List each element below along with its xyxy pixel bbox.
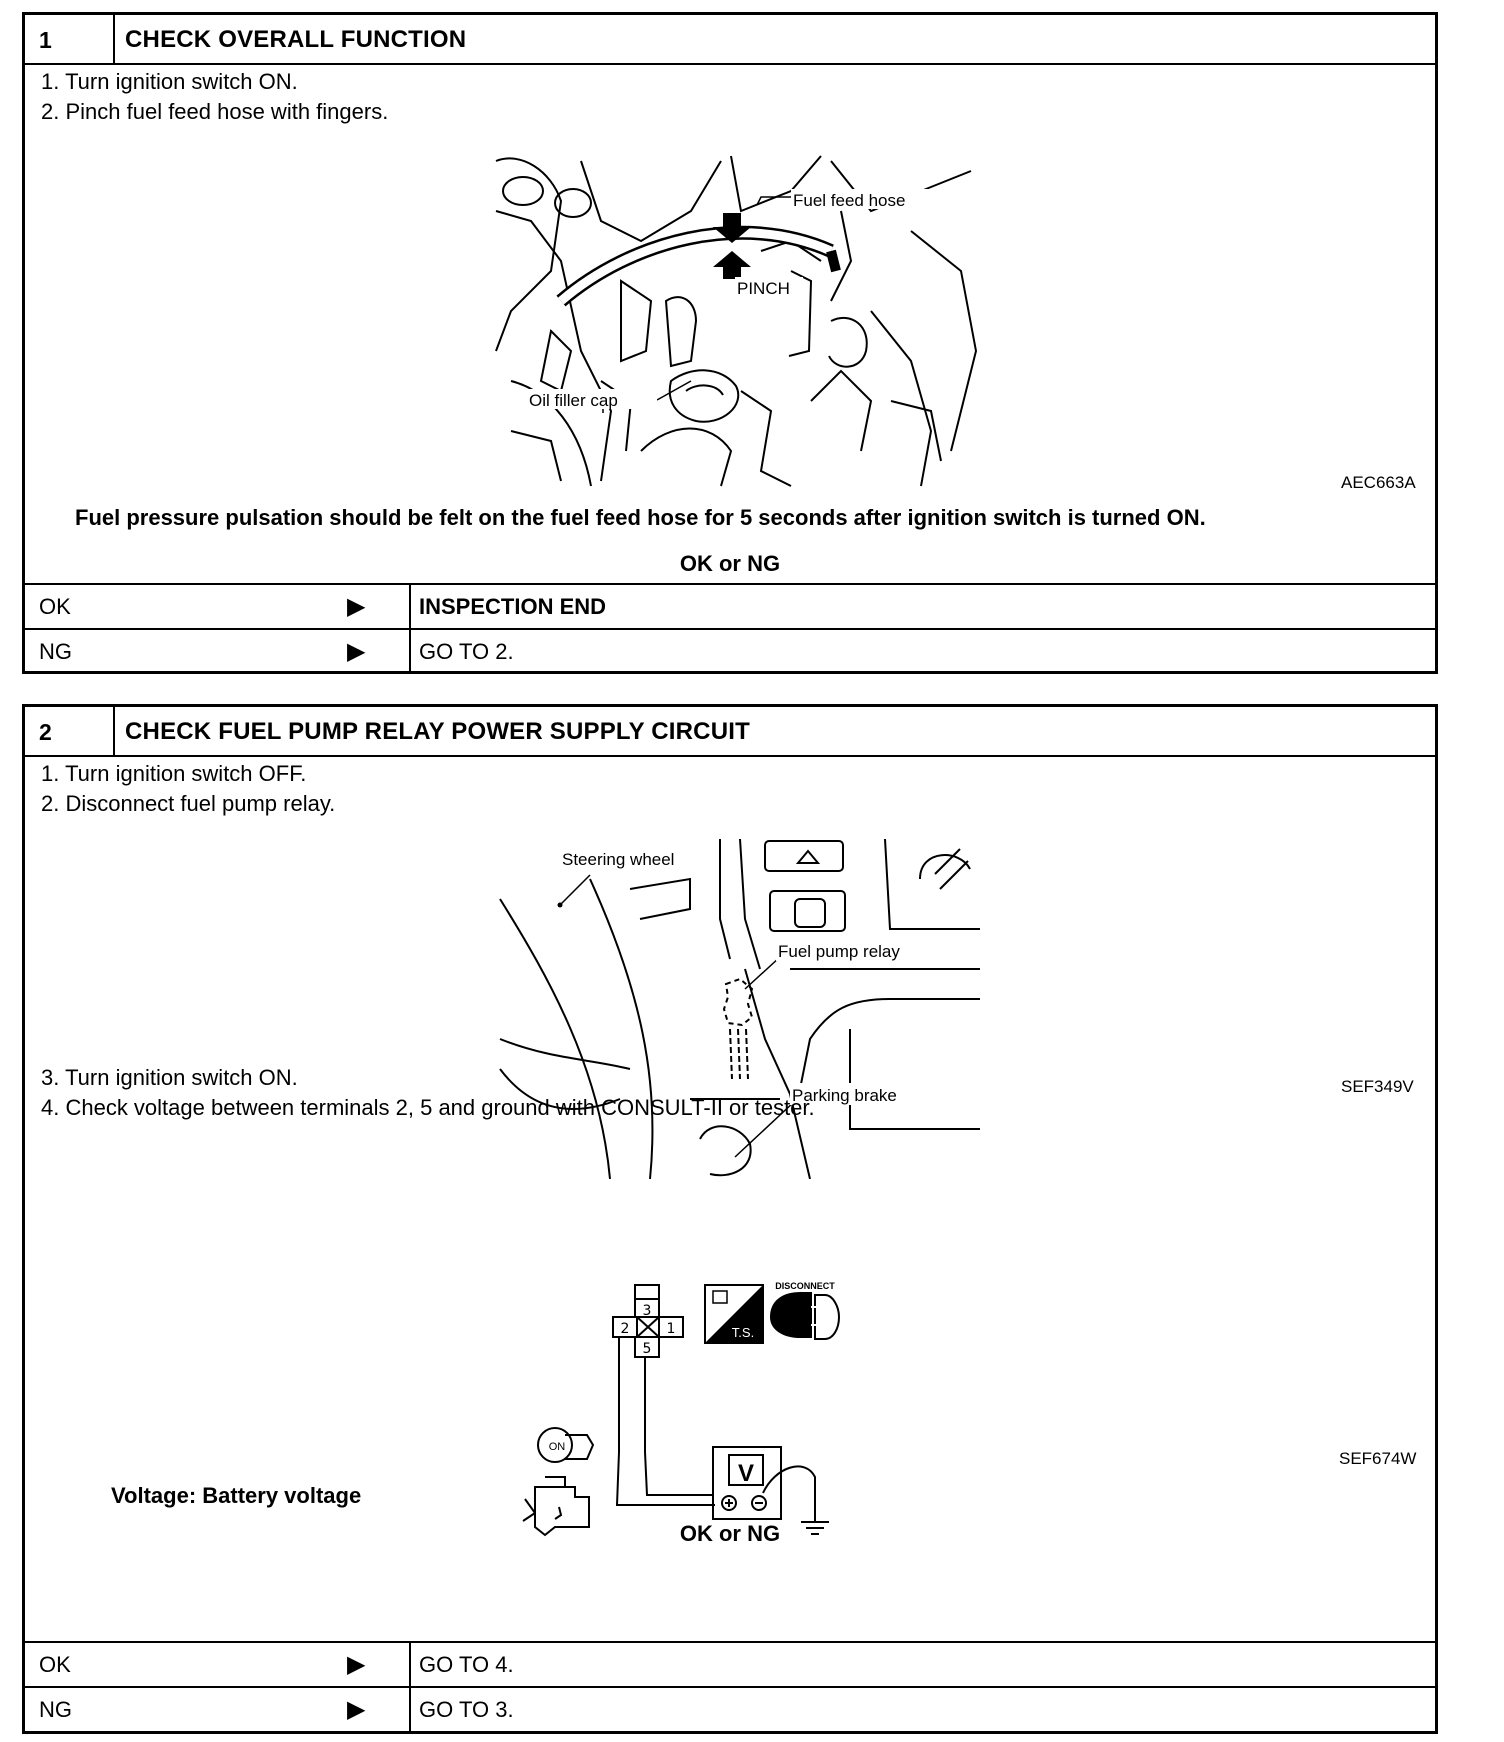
fuel-pump-relay-label: Fuel pump relay <box>778 942 900 961</box>
disconnect-label: DISCONNECT <box>775 1281 835 1291</box>
terminal-2: 2 <box>620 1321 630 1337</box>
result-label: NG <box>39 1697 72 1722</box>
arrow-icon: ▶ <box>347 1651 366 1678</box>
instruction: 2. Disconnect fuel pump relay. <box>41 791 336 816</box>
instruction: 1. Turn ignition switch ON. <box>41 69 298 94</box>
instruction: 4. Check voltage between terminals 2, 5 and ground with CONSULT-II or tester. <box>41 1095 815 1120</box>
steering-wheel-label: Steering wheel <box>562 850 675 869</box>
pinch-label: PINCH <box>737 279 790 298</box>
step-1-title: CHECK OVERALL FUNCTION <box>125 26 467 53</box>
step-2-title: CHECK FUEL PUMP RELAY POWER SUPPLY CIRCUIT <box>125 718 750 745</box>
arrow-icon: ▶ <box>347 638 366 665</box>
step-2-header <box>25 707 1435 757</box>
figure-code: AEC663A <box>1341 473 1416 492</box>
ok-or-ng-label: OK or NG <box>679 1521 781 1546</box>
voltmeter-label: V <box>737 1460 755 1487</box>
step-2-instructions-b <box>41 1063 815 1123</box>
result-label: OK <box>39 594 71 619</box>
step-2-instructions-a <box>41 759 335 819</box>
result-row-ok <box>25 583 1435 628</box>
ts-label: T.S. <box>731 1325 755 1340</box>
result-label: NG <box>39 639 72 664</box>
arrow-icon: ▶ <box>347 593 366 620</box>
fuel-feed-hose-illustration <box>491 151 981 491</box>
figure-code: SEF349V <box>1341 1077 1414 1096</box>
result-row-ng <box>25 1686 1435 1731</box>
step-2-block <box>22 704 1438 1734</box>
step-2-specification: Voltage: Battery voltage <box>111 1483 362 1508</box>
ok-or-ng-label: OK or NG <box>679 551 781 576</box>
result-label: OK <box>39 1652 71 1677</box>
result-row-ok <box>25 1641 1435 1686</box>
step-1-block <box>22 12 1438 674</box>
figure-code: SEF674W <box>1339 1449 1417 1468</box>
arrow-icon: ▶ <box>347 1696 366 1723</box>
instruction: 2. Pinch fuel feed hose with fingers. <box>41 99 389 124</box>
fuel-pump-relay-location-illustration <box>490 839 990 1179</box>
step-1-number: 1 <box>25 15 115 63</box>
terminal-3: 3 <box>642 1303 652 1319</box>
ignition-on-label: ON <box>548 1441 566 1453</box>
step-1-instructions <box>41 67 388 127</box>
result-row-ng <box>25 628 1435 673</box>
fuel-feed-hose-label: Fuel feed hose <box>793 191 906 210</box>
result-action: GO TO 2. <box>409 630 514 673</box>
instruction: 1. Turn ignition switch OFF. <box>41 761 307 786</box>
voltage-check-illustration <box>515 1277 885 1547</box>
result-action: GO TO 3. <box>409 1688 514 1731</box>
instruction: 3. Turn ignition switch ON. <box>41 1065 298 1090</box>
result-action: GO TO 4. <box>409 1643 514 1686</box>
result-action: INSPECTION END <box>409 585 606 628</box>
parking-brake-label: Parking brake <box>792 1086 897 1105</box>
terminal-1: 1 <box>666 1321 676 1337</box>
terminal-5: 5 <box>642 1341 652 1357</box>
step-2-number: 2 <box>25 707 115 755</box>
oil-filler-cap-label: Oil filler cap <box>529 391 618 410</box>
step-1-header <box>25 15 1435 65</box>
step-1-specification: Fuel pressure pulsation should be felt on the fuel feed hose for 5 seconds after ignition switch is turned ON. <box>75 505 1206 530</box>
